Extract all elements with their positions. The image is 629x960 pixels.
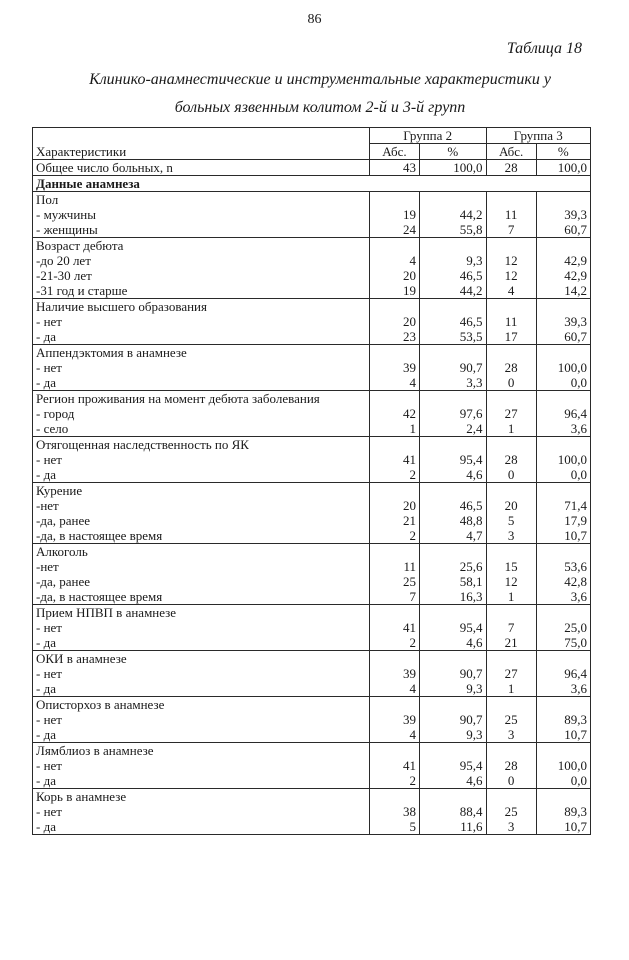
group-g2-pct — [420, 437, 487, 483]
group-g3-abs — [486, 192, 536, 238]
group-g3-abs — [486, 483, 536, 544]
row-label: -нет — [36, 559, 59, 574]
row-value: 96,4 — [564, 406, 587, 421]
group-g2-abs — [369, 238, 419, 299]
row-value: 42 — [403, 406, 416, 421]
group-g3-abs — [486, 299, 536, 345]
row-value: 20 — [403, 314, 416, 329]
row-value: 41 — [403, 452, 416, 467]
characteristic-group — [33, 789, 591, 835]
row-value: 11 — [403, 559, 416, 574]
row-value: 19 — [403, 207, 416, 222]
row-value: 75,0 — [564, 635, 587, 650]
header-group-2-pct: % — [420, 144, 487, 160]
row-value: 3 — [507, 819, 515, 834]
row-label: -да, ранее — [36, 574, 90, 589]
row-value: 25,6 — [459, 559, 483, 574]
row-value: 1 — [409, 421, 416, 436]
group-title: ОКИ в анамнезе — [36, 651, 127, 666]
group-g3-abs — [486, 238, 536, 299]
group-g3-pct — [536, 544, 590, 605]
row-value: 71,4 — [564, 498, 587, 513]
group-g2-abs — [369, 605, 419, 651]
group-g2-pct — [420, 391, 487, 437]
group-labels — [33, 605, 370, 651]
group-labels — [33, 238, 370, 299]
row-value: 4,6 — [466, 467, 483, 482]
row-value: 100,0 — [557, 452, 587, 467]
group-g3-pct — [536, 192, 590, 238]
row-value: 42,8 — [564, 574, 587, 589]
row-label: - нет — [36, 360, 62, 375]
row-value: 28 — [504, 360, 518, 375]
row-value: 3,6 — [570, 421, 587, 436]
group-title: Пол — [36, 192, 59, 207]
row-value: 3 — [507, 727, 515, 742]
row-value: 2 — [409, 528, 416, 543]
group-g3-abs — [486, 789, 536, 835]
row-value: 12 — [504, 253, 518, 268]
row-value: 2 — [409, 773, 416, 788]
row-value: 90,7 — [459, 712, 483, 727]
characteristic-group — [33, 299, 591, 345]
row-label: - да — [36, 329, 56, 344]
row-value: 53,5 — [459, 329, 483, 344]
row-value: 39 — [403, 360, 416, 375]
group-g3-abs — [486, 437, 536, 483]
group-g3-abs — [486, 697, 536, 743]
row-label: - нет — [36, 314, 62, 329]
row-value: 3,3 — [466, 375, 483, 390]
page-number: 86 — [307, 12, 322, 27]
row-value: 25,0 — [564, 620, 587, 635]
row-value: 5 — [507, 513, 515, 528]
group-labels — [33, 437, 370, 483]
row-value: 9,3 — [466, 681, 483, 696]
row-label: -нет — [36, 498, 59, 513]
row-value: 44,2 — [459, 207, 483, 222]
row-value: 1 — [507, 421, 515, 436]
characteristic-group — [33, 483, 591, 544]
row-value: 19 — [403, 283, 416, 298]
row-value: 27 — [504, 406, 518, 421]
row-label: - нет — [36, 712, 62, 727]
row-value: 7 — [507, 222, 515, 237]
group-g2-abs — [369, 192, 419, 238]
row-value: 0,0 — [570, 375, 587, 390]
row-label: - да — [36, 773, 56, 788]
row-value: 16,3 — [459, 589, 483, 604]
group-g3-pct — [536, 743, 590, 789]
total-g2-pct: 100,0 — [420, 160, 487, 176]
characteristic-group — [33, 391, 591, 437]
row-value: 2 — [409, 467, 416, 482]
group-title: Аппендэктомия в анамнезе — [36, 345, 187, 360]
group-g2-abs — [369, 299, 419, 345]
characteristic-group — [33, 605, 591, 651]
group-title: Возраст дебюта — [36, 238, 124, 253]
row-value: 0,0 — [570, 467, 587, 482]
group-g2-abs — [369, 391, 419, 437]
row-value: 44,2 — [459, 283, 483, 298]
group-g2-abs — [369, 789, 419, 835]
group-g2-pct — [420, 483, 487, 544]
row-value: 41 — [403, 620, 416, 635]
row-value: 11,6 — [460, 819, 483, 834]
group-g2-pct — [420, 605, 487, 651]
row-value: 4 — [409, 727, 416, 742]
group-title: Прием НПВП в анамнезе — [36, 605, 177, 620]
row-value: 27 — [504, 666, 518, 681]
group-g2-pct — [420, 238, 487, 299]
group-g3-abs — [486, 544, 536, 605]
group-g2-pct — [420, 544, 487, 605]
row-value: 12 — [504, 574, 518, 589]
group-g3-pct — [536, 605, 590, 651]
row-value: 28 — [504, 758, 518, 773]
row-value: 97,6 — [459, 406, 483, 421]
row-label: - город — [36, 406, 75, 421]
characteristic-group — [33, 544, 591, 605]
header-group-2-abs: Абс. — [369, 144, 419, 160]
row-value: 89,3 — [564, 712, 587, 727]
row-value: 39,3 — [564, 207, 587, 222]
group-labels — [33, 299, 370, 345]
group-g3-pct — [536, 299, 590, 345]
row-label: - нет — [36, 804, 62, 819]
group-labels — [33, 544, 370, 605]
row-value: 10,7 — [564, 528, 587, 543]
row-label: -да, ранее — [36, 513, 90, 528]
row-value: 4 — [409, 253, 416, 268]
row-value: 46,5 — [459, 314, 483, 329]
row-value: 5 — [409, 819, 416, 834]
group-g3-pct — [536, 789, 590, 835]
group-g2-pct — [420, 743, 487, 789]
row-value: 25 — [403, 574, 416, 589]
row-value: 88,4 — [459, 804, 483, 819]
characteristic-group — [33, 238, 591, 299]
group-g3-pct — [536, 238, 590, 299]
section-title: Данные анамнеза — [33, 176, 591, 192]
group-g2-abs — [369, 743, 419, 789]
group-g2-abs — [369, 483, 419, 544]
group-labels — [33, 391, 370, 437]
row-value: 2 — [409, 635, 416, 650]
row-label: -да, в настоящее время — [36, 589, 163, 604]
row-value: 28 — [504, 452, 518, 467]
row-value: 60,7 — [564, 329, 587, 344]
row-value: 46,5 — [459, 268, 483, 283]
row-value: 0,0 — [570, 773, 587, 788]
group-labels — [33, 192, 370, 238]
group-g2-pct — [420, 299, 487, 345]
row-value: 58,1 — [459, 574, 483, 589]
row-value: 23 — [403, 329, 416, 344]
row-value: 10,7 — [564, 819, 587, 834]
total-g3-abs: 28 — [486, 160, 536, 176]
row-value: 48,8 — [459, 513, 483, 528]
characteristic-group — [33, 437, 591, 483]
table-caption-line-2: больных язвенным колитом 2-й и 3-й групп — [174, 99, 466, 116]
row-value: 9,3 — [466, 253, 483, 268]
row-value: 39,3 — [564, 314, 587, 329]
group-title: Регион проживания на момент дебюта заболевания — [36, 391, 320, 406]
total-row — [33, 160, 591, 176]
characteristics-table — [32, 127, 591, 835]
group-g2-pct — [420, 697, 487, 743]
row-value: 0 — [507, 467, 515, 482]
row-label: - да — [36, 819, 56, 834]
row-value: 17,9 — [564, 513, 587, 528]
row-value: 15 — [504, 559, 518, 574]
row-value: 4,6 — [466, 635, 483, 650]
group-g3-abs — [486, 743, 536, 789]
row-value: 4 — [507, 283, 515, 298]
row-label: - нет — [36, 758, 62, 773]
group-g3-pct — [536, 697, 590, 743]
row-value: 55,8 — [459, 222, 483, 237]
group-g3-pct — [536, 483, 590, 544]
group-g2-pct — [420, 789, 487, 835]
row-value: 20 — [504, 498, 518, 513]
row-value: 7 — [409, 589, 416, 604]
row-label: -да, в настоящее время — [36, 528, 163, 543]
row-value: 100,0 — [557, 360, 587, 375]
row-value: 25 — [504, 804, 518, 819]
row-value: 39 — [403, 712, 416, 727]
group-g3-pct — [536, 651, 590, 697]
row-value: 11 — [504, 207, 518, 222]
group-title: Отягощенная наследственность по ЯК — [36, 437, 249, 452]
header-group-3-abs: Абс. — [486, 144, 536, 160]
row-value: 17 — [504, 329, 518, 344]
characteristic-group — [33, 651, 591, 697]
row-value: 4 — [409, 681, 416, 696]
row-value: 24 — [403, 222, 416, 237]
row-label: -до 20 лет — [36, 253, 91, 268]
row-value: 1 — [507, 589, 515, 604]
section-row — [33, 176, 591, 192]
row-value: 95,4 — [459, 758, 483, 773]
group-g3-pct — [536, 391, 590, 437]
row-value: 95,4 — [459, 620, 483, 635]
characteristic-group — [33, 192, 591, 238]
row-value: 10,7 — [564, 727, 587, 742]
group-g3-abs — [486, 605, 536, 651]
group-title: Лямблиоз в анамнезе — [36, 743, 154, 758]
total-label: Общее число больных, n — [33, 160, 370, 176]
row-value: 3,6 — [570, 589, 587, 604]
row-value: 25 — [504, 712, 518, 727]
row-value: 12 — [504, 268, 518, 283]
group-labels — [33, 743, 370, 789]
row-label: - да — [36, 375, 56, 390]
row-value: 46,5 — [459, 498, 483, 513]
group-labels — [33, 789, 370, 835]
row-value: 9,3 — [466, 727, 483, 742]
row-value: 41 — [403, 758, 416, 773]
row-label: - нет — [36, 452, 62, 467]
group-g2-pct — [420, 651, 487, 697]
row-value: 39 — [403, 666, 416, 681]
header-group-3: Группа 3 — [486, 128, 590, 144]
header-group-2: Группа 2 — [369, 128, 486, 144]
row-value: 7 — [507, 620, 515, 635]
row-label: - женщины — [36, 222, 98, 237]
row-value: 42,9 — [564, 268, 587, 283]
row-value: 38 — [403, 804, 416, 819]
characteristic-group — [33, 743, 591, 789]
characteristic-group — [33, 345, 591, 391]
row-value: 60,7 — [564, 222, 587, 237]
group-g2-abs — [369, 651, 419, 697]
row-label: -21-30 лет — [36, 268, 92, 283]
group-labels — [33, 651, 370, 697]
row-value: 3,6 — [570, 681, 587, 696]
row-value: 0 — [507, 773, 515, 788]
group-labels — [33, 483, 370, 544]
group-labels — [33, 697, 370, 743]
row-value: 90,7 — [459, 666, 483, 681]
row-value: 53,6 — [564, 559, 587, 574]
row-label: - нет — [36, 620, 62, 635]
row-value: 4 — [409, 375, 416, 390]
row-value: 42,9 — [564, 253, 587, 268]
row-value: 2,4 — [466, 421, 483, 436]
group-title: Курение — [36, 483, 83, 498]
group-title: Алкоголь — [36, 544, 88, 559]
total-g2-abs: 43 — [369, 160, 419, 176]
header-characteristics: Характеристики — [33, 128, 370, 160]
row-value: 95,4 — [459, 452, 483, 467]
group-labels — [33, 345, 370, 391]
row-value: 20 — [403, 268, 416, 283]
group-g2-pct — [420, 192, 487, 238]
group-title: Описторхоз в анамнезе — [36, 697, 165, 712]
row-value: 89,3 — [564, 804, 587, 819]
group-g3-abs — [486, 345, 536, 391]
row-value: 21 — [504, 635, 518, 650]
row-label: -31 год и старше — [36, 283, 128, 298]
group-g2-abs — [369, 437, 419, 483]
header-group-3-pct: % — [536, 144, 590, 160]
row-value: 4,6 — [466, 773, 483, 788]
row-value: 1 — [507, 681, 515, 696]
group-g2-abs — [369, 345, 419, 391]
row-value: 11 — [504, 314, 518, 329]
row-value: 21 — [403, 513, 416, 528]
characteristic-group — [33, 697, 591, 743]
row-value: 3 — [507, 528, 515, 543]
row-label: - да — [36, 467, 56, 482]
row-value: 14,2 — [564, 283, 587, 298]
group-g3-abs — [486, 651, 536, 697]
table-header-row — [33, 128, 591, 144]
row-value: 20 — [403, 498, 416, 513]
row-value: 100,0 — [557, 758, 587, 773]
group-g2-pct — [420, 345, 487, 391]
row-value: 4,7 — [466, 528, 483, 543]
table-label: Таблица 18 — [506, 40, 582, 57]
group-title: Корь в анамнезе — [36, 789, 127, 804]
group-g3-pct — [536, 345, 590, 391]
row-value: 90,7 — [459, 360, 483, 375]
group-g3-abs — [486, 391, 536, 437]
group-g2-abs — [369, 697, 419, 743]
group-title: Наличие высшего образования — [36, 299, 207, 314]
row-label: - да — [36, 635, 56, 650]
row-label: - мужчины — [36, 207, 96, 222]
row-label: - да — [36, 727, 56, 742]
row-label: - нет — [36, 666, 62, 681]
total-g3-pct: 100,0 — [536, 160, 590, 176]
row-label: - село — [36, 421, 69, 436]
row-value: 96,4 — [564, 666, 587, 681]
row-value: 0 — [507, 375, 515, 390]
row-label: - да — [36, 681, 56, 696]
group-g3-pct — [536, 437, 590, 483]
table-caption-line-1: Клинико-анамнестические и инструментальные характеристики у — [89, 71, 551, 88]
group-g2-abs — [369, 544, 419, 605]
